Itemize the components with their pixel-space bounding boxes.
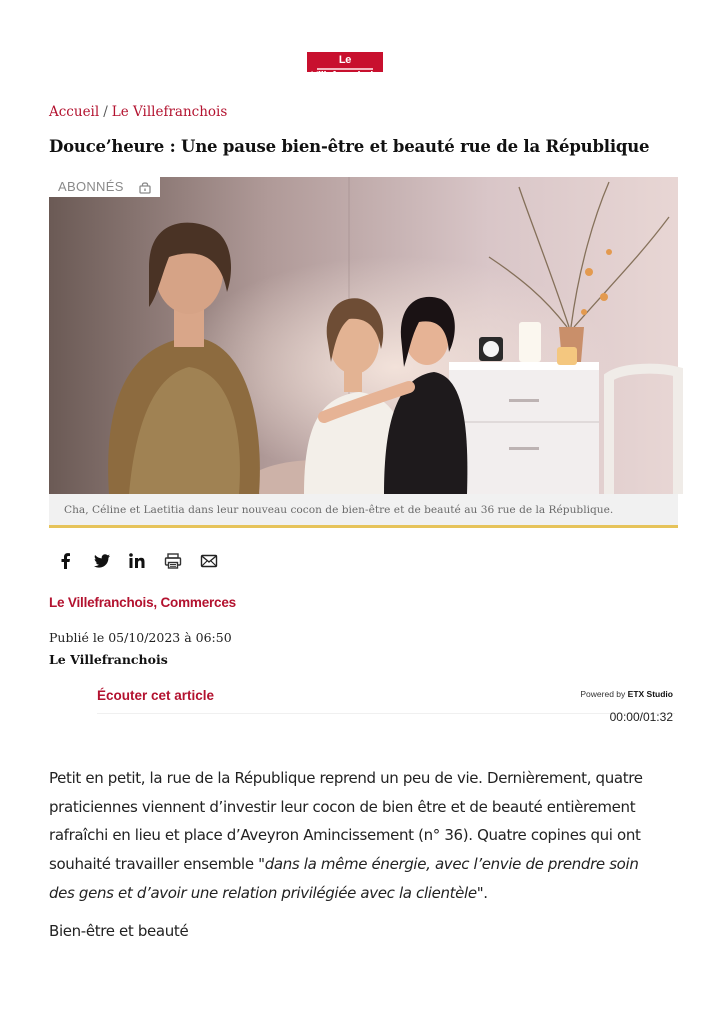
breadcrumb [49, 104, 227, 120]
body-text-end: ". [476, 883, 488, 902]
subscribers-badge-label: ABONNÉS [58, 179, 124, 194]
powered-by-prefix: Powered by [580, 689, 626, 699]
breadcrumb-separator: / [103, 104, 108, 120]
article-subheading: Bien-être et beauté [49, 922, 189, 940]
article-body-paragraph [49, 764, 664, 908]
subscribers-badge [49, 177, 160, 197]
twitter-icon[interactable] [92, 551, 112, 571]
publication-date: Publié le 05/10/2023 à 06:50 [49, 630, 232, 645]
breadcrumb-section-link[interactable]: Le Villefranchois [111, 104, 228, 120]
print-icon[interactable] [163, 551, 183, 571]
listen-article-button[interactable]: Écouter cet article [97, 688, 215, 703]
audio-progress-track[interactable] [97, 713, 675, 714]
email-icon[interactable] [199, 551, 219, 571]
logo-underline [317, 68, 373, 70]
lock-icon [138, 180, 152, 194]
logo-text: Le Villefranchois [311, 54, 379, 82]
article-tags[interactable]: Le Villefranchois, Commerces [49, 595, 236, 610]
article-author: Le Villefranchois [49, 652, 168, 667]
audio-time: 00:00/01:32 [609, 710, 673, 724]
site-logo[interactable] [307, 52, 383, 82]
breadcrumb-home-link[interactable]: Accueil [49, 104, 100, 120]
photo-caption: Cha, Céline et Laetitia dans leur nouveau cocon de bien-être et de beauté au 36 rue de la République. [49, 494, 678, 528]
powered-by-label [580, 689, 673, 699]
powered-by-brand: ETX Studio [627, 689, 673, 699]
linkedin-icon[interactable] [127, 551, 147, 571]
audio-player [97, 686, 675, 726]
article-title: Douce’heure : Une pause bien-être et beauté rue de la République [49, 137, 650, 156]
body-text-start: Petit en petit, la rue de la République reprend un peu de vie. Dernièrement, quatre praticiennes viennent d’investir leur cocon de bien être et de beauté entièrement rafraîchi en lieu et place d’Aveyron Amincissement (n° 36). Quatre copines qui ont souhaité travailler ensemble " [49, 769, 643, 874]
facebook-icon[interactable] [57, 551, 77, 571]
body-quote: dans la même énergie, avec l’envie de prendre soin des gens et d’avoir une relation privilégiée avec la clientèle [49, 855, 639, 902]
article-photo [49, 177, 678, 494]
